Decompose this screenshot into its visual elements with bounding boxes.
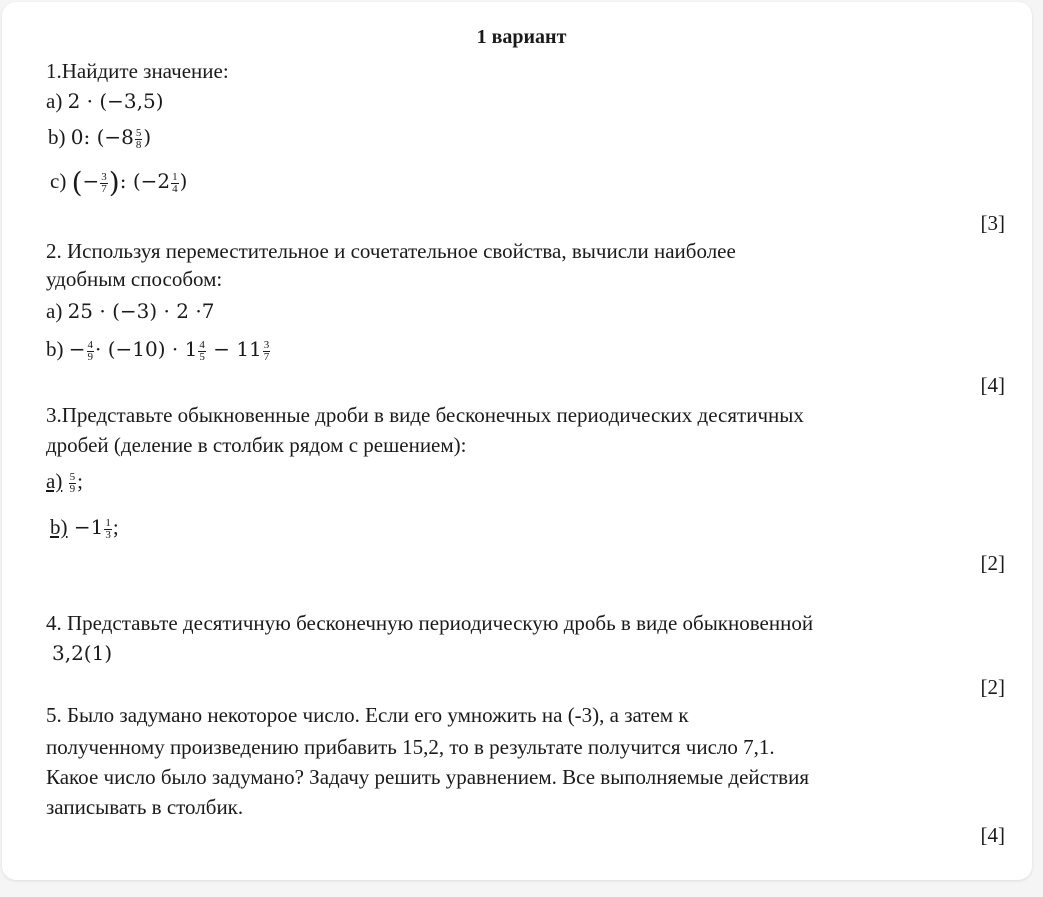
task1-c-close-paren: ) [108,166,120,200]
task3-b-pre: −1 [67,515,104,539]
task2-b-fraction3 [263,340,271,363]
task1-c-open-paren: ( [71,166,83,200]
task3-line2: дробей (деление в столбик рядом с решением): [46,433,467,457]
task1-b-label: b) [48,125,66,149]
task1-item-a [46,88,164,114]
task4-value: 3,2(1) [52,641,113,665]
task3-b-label: b) [50,515,68,539]
task3-b-end: ; [112,515,119,539]
task2-b-fraction2 [198,340,206,363]
page-title: 1 вариант [476,26,567,48]
task1-b-close: ) [143,125,152,149]
task5-line3: Какое число было задумано? Задачу решить уравнением. Все выполняемые действия [46,765,809,789]
task2-item-b [46,336,271,363]
task2-b-mid: · (−10) · 1 [95,337,198,361]
task1-b-fraction [135,128,143,151]
task2-b-label: b) [46,337,64,361]
task1-c-fraction2 [171,172,179,195]
task1-item-c [50,166,188,200]
task1-a-label: a) [46,89,63,113]
task2-b-den1: 9 [87,350,94,363]
task3-item-a [46,468,83,495]
task1-prompt: 1.Найдите значение: [46,59,229,83]
task2-b-den2: 5 [199,350,205,363]
task2-b-den3: 7 [263,350,270,363]
task4-score: [2] [980,675,1005,699]
task1-c-den2: 4 [172,182,178,195]
task2-b-num3: 3 [263,338,270,351]
task3-a-num: 5 [69,470,76,483]
task2-line2: удобным способом: [46,267,223,291]
task2-a-expr: 25 · (−3) · 2 ·7 [67,299,215,323]
task3-line1: 3.Представьте обыкновенные дроби в виде бесконечных периодических десятичных [46,403,804,427]
task1-a-expr: 2 · (−3,5) [67,89,164,113]
task1-c-neg: − [82,169,100,193]
task3-a-label: a) [46,469,63,493]
task1-c-label: c) [50,169,67,193]
task3-score: [2] [980,551,1005,575]
task2-b-minus: − 11 [206,337,262,361]
task1-c-num1: 3 [101,170,107,183]
task1-c-num2: 1 [172,170,178,183]
task3-a-fraction [69,472,77,495]
task1-c-fraction1 [100,172,108,195]
task2-b-neg: − [68,337,86,361]
task3-a-end: ; [77,469,83,493]
task2-line1: 2. Используя переместительное и сочетательное свойства, вычисли наиболее [46,239,736,263]
task1-item-b [48,124,151,151]
task4-line1: 4. Представьте десятичную бесконечную периодическую дробь в виде обыкновенной [46,611,814,635]
task3-b-num: 1 [105,516,111,529]
task5-line2: полученному произведению прибавить 15,2, то в результате получится число 7,1. [46,735,775,759]
task3-item-b [50,514,119,541]
task1-c-den1: 7 [101,182,107,195]
task3-b-fraction [104,518,112,541]
task2-b-num2: 4 [199,338,205,351]
task3-a-den: 9 [69,482,76,495]
task2-item-a [46,298,214,324]
task3-b-den: 3 [105,528,111,541]
task5-line4: записывать в столбик. [46,795,244,819]
task1-b-expr-pre: 0: (−8 [70,125,134,149]
task1-b-den: 8 [135,138,142,151]
task2-a-label: a) [46,299,63,323]
task2-score: [4] [980,373,1005,397]
task1-c-mid: : (−2 [119,169,171,193]
task5-line1: 5. Было задумано некоторое число. Если его умножить на (-3), а затем к [46,703,689,727]
task5-score: [4] [980,823,1005,847]
task1-c-close: ) [179,169,188,193]
task2-b-fraction1 [87,340,95,363]
task1-b-num: 5 [135,126,142,139]
task1-score: [3] [980,211,1005,235]
task2-b-num1: 4 [87,338,94,351]
